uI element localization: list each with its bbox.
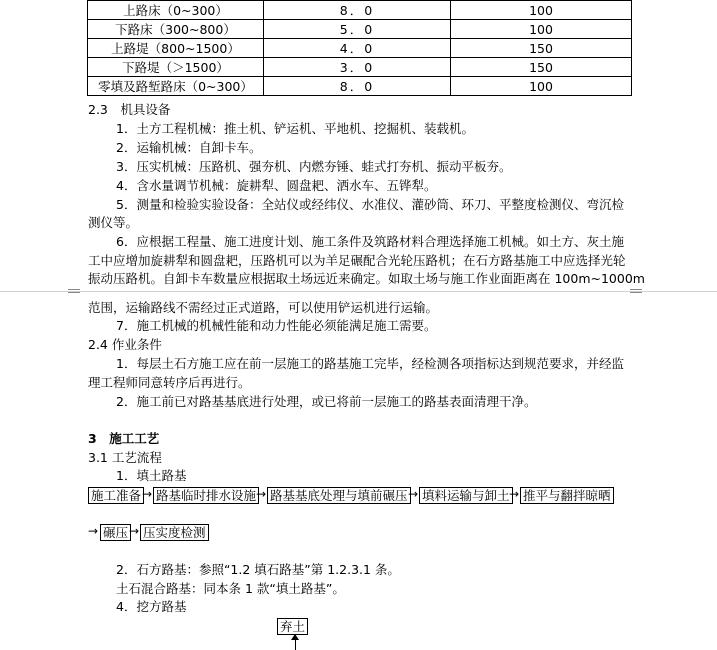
table-cell-value: 5．0 xyxy=(264,20,451,39)
flow-box-compaction-test: 压实度检测 xyxy=(140,524,209,541)
flow-box-leveling: 推平与翻拌晾晒 xyxy=(520,487,614,504)
table-cell-layer: 零填及路堑路床（0~300） xyxy=(88,77,264,96)
table-cell-size: 100 xyxy=(451,1,632,20)
table-cell-layer: 下路堤（＞1500） xyxy=(88,58,264,77)
list-item: 3．压实机械：压路机、强夯机、内燃夯锤、蛙式打夯机、振动平板夯。 xyxy=(116,159,512,174)
table-cell-layer: 上路堤（800~1500） xyxy=(88,39,264,58)
flow-arrow: → xyxy=(88,524,99,538)
flow-box-rolling: 碾压 xyxy=(100,524,131,541)
table-cell-layer: 下路床（300~800） xyxy=(88,20,264,39)
list-item: 1．土方工程机械：推土机、铲运机、平地机、挖掘机、装载机。 xyxy=(116,121,474,136)
flow-arrow: → xyxy=(129,524,140,538)
flow-arrow: → xyxy=(142,487,153,501)
page-break xyxy=(0,291,717,292)
list-item: 2．施工前已对路基基底进行处理，或已将前一层施工的路基表面清理干净。 xyxy=(116,394,537,409)
section-heading-2-4: 2.4 作业条件 xyxy=(88,337,162,352)
table-row xyxy=(88,20,632,39)
table-row xyxy=(88,39,632,58)
page-break-marker-left xyxy=(68,287,80,295)
list-item: 1．填土路基 xyxy=(116,468,187,483)
flow-box-drainage: 路基临时排水设施 xyxy=(153,487,259,504)
table-cell-value: 8．0 xyxy=(264,77,451,96)
flow-arrow: → xyxy=(256,487,267,501)
list-item-continuation: 振动压路机。自卸卡车数量应根据取土场远近来确定。如取土场与施工作业面距离在 100m~1000m xyxy=(88,271,645,286)
list-item: 4．挖方路基 xyxy=(116,599,187,614)
table-cell-layer: 上路床（0~300） xyxy=(88,1,264,20)
list-item-continuation: 理工程师同意转序后再进行。 xyxy=(88,375,251,390)
list-item: 1．每层土石方施工应在前一层施工的路基施工完毕，经检测各项指标达到规范要求，并经监 xyxy=(116,356,624,371)
table-cell-value: 4．0 xyxy=(264,39,451,58)
compaction-table xyxy=(87,0,632,96)
list-item: 4．含水量调节机械：旋耕犁、圆盘耙、洒水车、五铧犁。 xyxy=(116,178,437,193)
list-item-continuation: 测仪等。 xyxy=(88,215,139,230)
list-item-continuation: 工中应增加旋耕犁和圆盘耙，压路机可以为羊足碾配合光轮压路机；在石方路基施工中应选择光轮 xyxy=(88,253,626,268)
table-cell-size: 100 xyxy=(451,77,632,96)
flow-arrow: → xyxy=(509,487,520,501)
flow-line xyxy=(295,638,296,650)
section-heading-3: 3 施工工艺 xyxy=(88,431,160,446)
table-cell-value: 3．0 xyxy=(264,58,451,77)
table-row xyxy=(88,1,632,20)
list-item: 土石混合路基：同本条 1 款“填土路基”。 xyxy=(116,581,345,596)
flow-box-base-treatment: 路基基底处理与填前碾压 xyxy=(267,487,411,504)
table-cell-value: 8．0 xyxy=(264,1,451,20)
section-heading-3-1: 3.1 工艺流程 xyxy=(88,450,162,465)
page-break-marker-right xyxy=(630,287,642,295)
section-heading-2-3: 2.3 机具设备 xyxy=(88,102,171,117)
table-cell-size: 100 xyxy=(451,20,632,39)
list-item: 2．运输机械：自卸卡车。 xyxy=(116,140,262,155)
list-item: 2．石方路基：参照“1.2 填石路基”第 1.2.3.1 条。 xyxy=(116,562,400,577)
list-item: 6．应根据工程量、施工进度计划、施工条件及筑路材料合理选择施工机械。如土方、灰土施 xyxy=(116,234,624,249)
flow-box-spoil: 弃土 xyxy=(277,618,308,635)
table-cell-size: 150 xyxy=(451,39,632,58)
flow-box-transport: 填料运输与卸土 xyxy=(419,487,513,504)
list-item: 7．施工机械的机械性能和动力性能必须能满足施工需要。 xyxy=(116,318,437,333)
table-row xyxy=(88,58,632,77)
flow-arrow: → xyxy=(408,487,419,501)
table-row xyxy=(88,77,632,96)
flow-box-preparation: 施工准备 xyxy=(88,487,144,504)
table-cell-size: 150 xyxy=(451,58,632,77)
list-item: 5．测量和检验实验设备：全站仪或经纬仪、水准仪、灌砂筒、环刀、平整度检测仪、弯沉检 xyxy=(116,197,624,212)
list-item-continuation: 范围，运输路线不需经过正式道路，可以使用铲运机进行运输。 xyxy=(88,300,439,315)
